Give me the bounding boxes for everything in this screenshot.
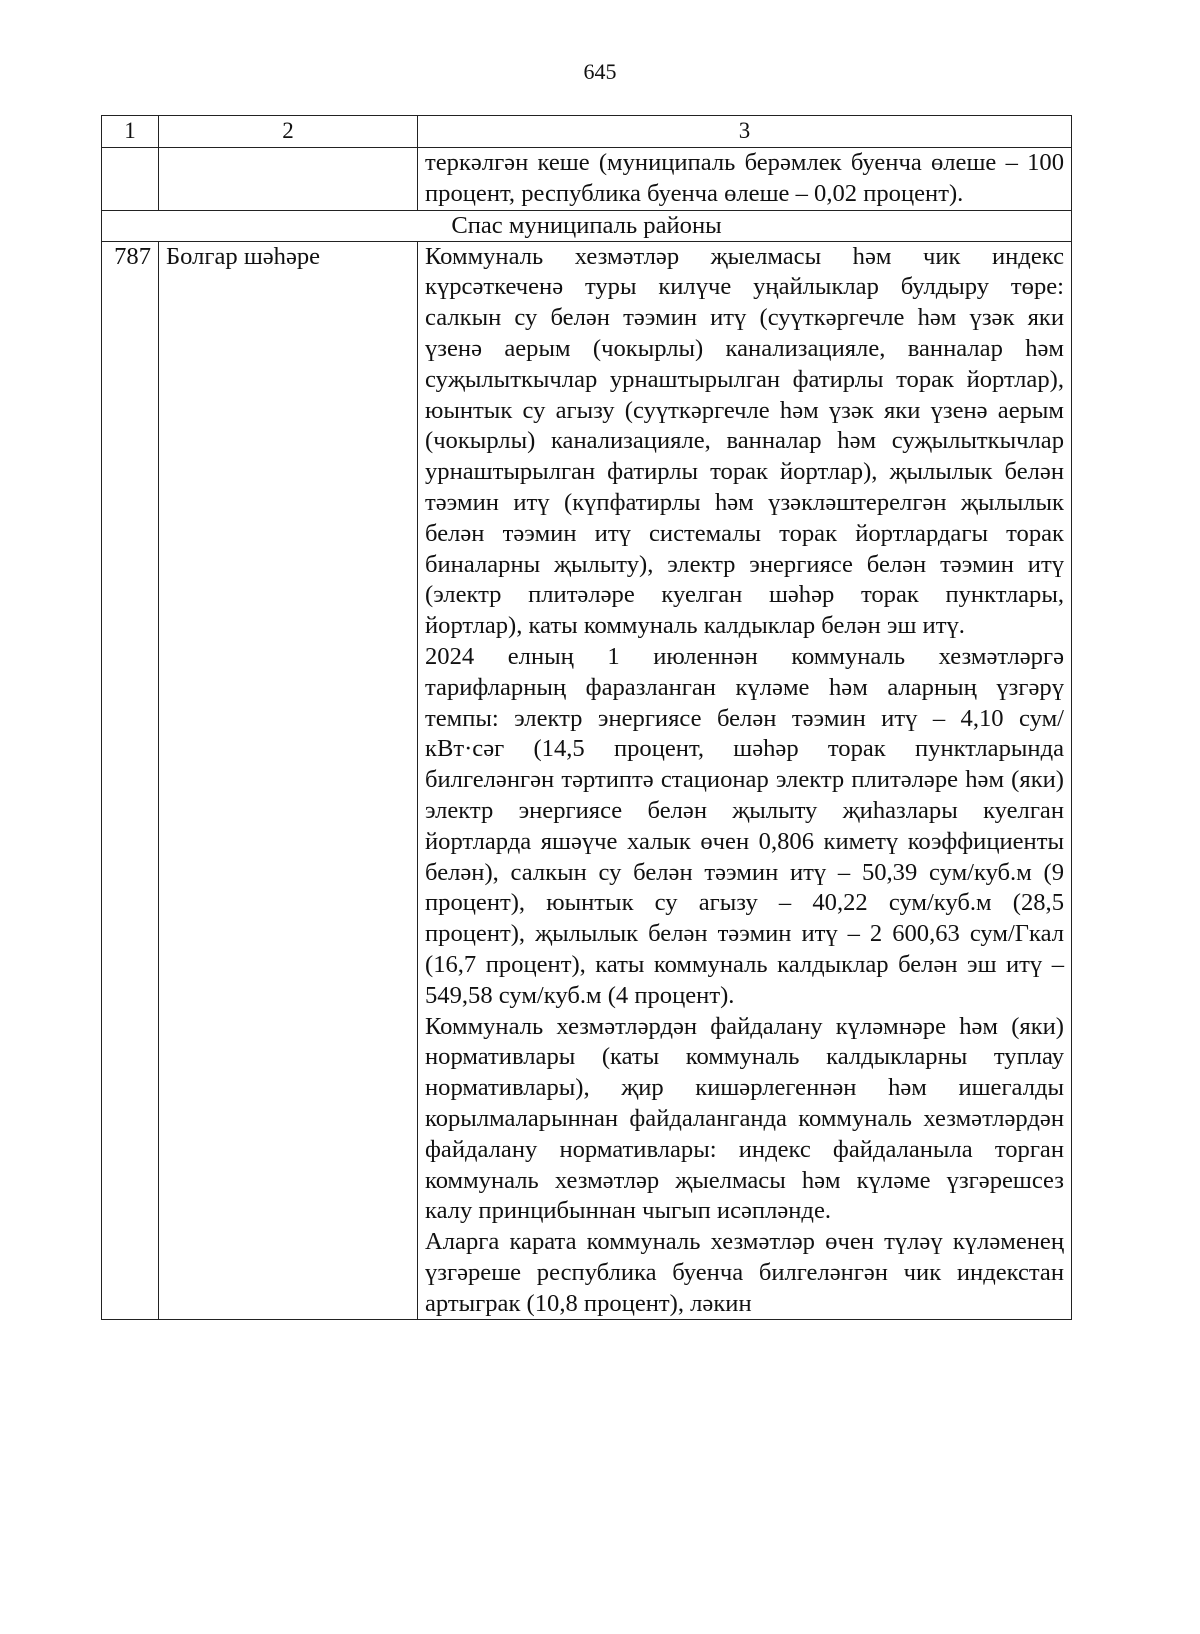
tariff-table	[101, 115, 1072, 1320]
table-header-row	[102, 116, 1072, 148]
description-paragraph-4: Аларга карата коммуналь хезмәтләр өчен түләү күләменең үзгәреше республика буенча билгеләнгән чик индекстан артыграк (10,8 процент), ләкин	[425, 1228, 1064, 1317]
description-cell	[418, 241, 1072, 1320]
description-paragraph-3: Коммуналь хезмәтләрдән файдалану күләмнәре һәм (яки) нормативлары (каты коммуналь калдыкларны туплау нормативлары), җир кишәрлегеннән һәм ишегалды корылмаларыннан файдаланганда коммуналь хезмәтләрдән файдалану нормативлары: индекс файдаланыла торган коммуналь хезмәтләр җыелмасы һәм күләме үзгәрешсез калу принцибыннан чыгып исәпләнде.	[425, 1012, 1064, 1225]
page-number: 645	[583, 59, 617, 84]
continuation-name-cell	[159, 148, 418, 211]
district-heading: Спас муниципаль районы	[102, 210, 1072, 241]
column-header-1: 1	[102, 116, 159, 148]
district-heading-row	[102, 210, 1072, 241]
continuation-row	[102, 148, 1072, 211]
continuation-text-cell	[418, 148, 1072, 211]
row-number: 787	[102, 241, 159, 1320]
continuation-number-cell	[102, 148, 159, 211]
column-header-3: 3	[418, 116, 1072, 148]
column-header-2: 2	[159, 116, 418, 148]
continuation-text: теркәлгән кеше (муниципаль берәмлек буенча өлеше – 100 процент, республика буенча өлеше – 0,02 процент).	[425, 149, 1064, 207]
settlement-name: Болгар шәһәре	[159, 241, 418, 1320]
description-paragraph-1: Коммуналь хезмәтләр җыелмасы һәм чик индекс күрсәткеченә туры килүче уңайлыклар булдыру төре: салкын су белән тәэмин итү (суүткәргечле һәм үзәк яки үзенә аерым (чокырлы) канализацияле, ванналар һәм суҗылыткычлар урнаштырылган фатирлы торак йортлар), юынтык су агызу (суүткәргечле һәм үзәк яки үзенә аерым (чокырлы) канализацияле, ванналар һәм суҗылыткычлар урнаштырылган фатирлы торак йортлар), җылылык белән тәэмин итү (күпфатирлы һәм үзәкләштерелгән җылылык белән тәэмин итү системалы торак йортлардагы торак биналарны җылыту), электр энергиясе белән тәэмин итү (электр плитәләре куелган шәһәр торак пунктлары, йортлар), каты коммуналь калдыклар белән эш итү.	[425, 242, 1064, 640]
table-row	[102, 241, 1072, 1320]
description-paragraph-2: 2024 елның 1 июленнән коммуналь хезмәтләргә тарифларның фаразланган күләме һәм аларның үзгәрү темпы: электр энергиясе белән тәэмин итү – 4,10 сум/кВт·сәг (14,5 процент, шәһәр торак пунктларында билгеләнгән тәртиптә стационар электр плитәләре һәм (яки) электр энергиясе белән җылыту җиһазлары куелган йортларда яшәүче халык өчен 0,806 киметү коэффициенты белән), салкын су белән тәэмин итү – 50,39 сум/куб.м (9 процент), юынтык су агызу – 40,22 сум/куб.м (28,5 процент), җылылык белән тәэмин итү – 2 600,63 сум/Гкал (16,7 процент), каты коммуналь калдыклар белән эш итү – 549,58 сум/куб.м (4 процент).	[425, 642, 1064, 1009]
